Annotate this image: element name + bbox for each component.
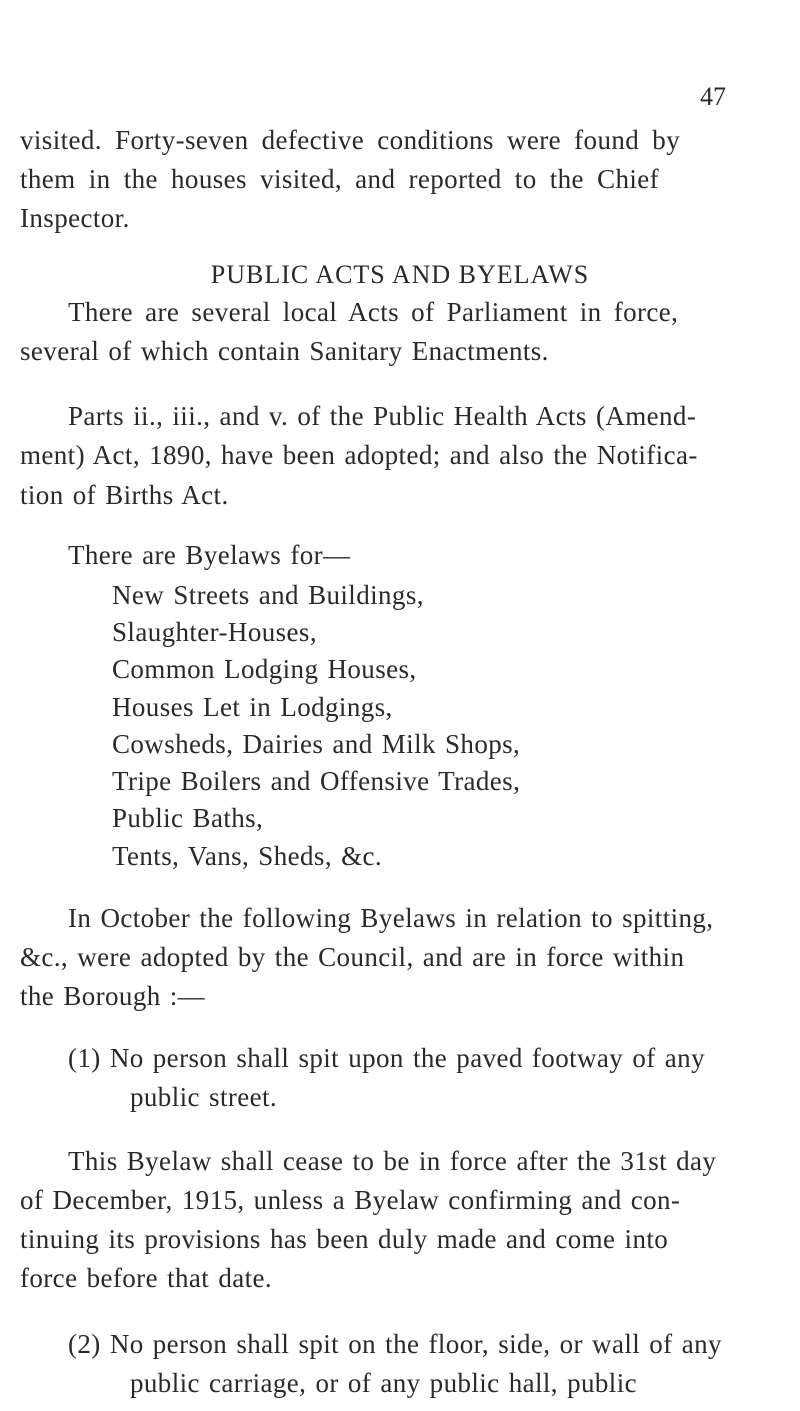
acts-line-1: There are several local Acts of Parliament in force, (68, 297, 679, 327)
clause-1-line-2: public street. (130, 1082, 278, 1112)
parts-line-1: Parts ii., iii., and v. of the Public Health Acts (Amend- (68, 401, 697, 431)
clause-1-line-1: (1) No person shall spit upon the paved footway of any (68, 1043, 705, 1073)
byelaw-item: Slaughter-Houses, (112, 617, 317, 647)
clause-2-line-2: public carriage, or of any public hall, public (130, 1368, 637, 1398)
cease-line-1: This Byelaw shall cease to be in force after the 31st day (68, 1146, 717, 1176)
byelaw-item: New Streets and Buildings, (112, 580, 424, 610)
parts-line-3: tion of Births Act. (20, 480, 229, 510)
intro-line-1: visited. Forty-seven defective conditions were found by (20, 125, 681, 155)
parts-line-2: ment) Act, 1890, have been adopted; and also the Notifica- (20, 440, 698, 470)
byelaw-item: Public Baths, (112, 803, 264, 833)
section-heading: PUBLIC ACTS AND BYELAWS (210, 260, 590, 289)
cease-line-4: force before that date. (20, 1263, 273, 1293)
intro-line-3: Inspector. (20, 203, 130, 233)
byelaw-item: Cowsheds, Dairies and Milk Shops, (112, 729, 521, 759)
clause-2-line-1: (2) No person shall spit on the floor, side, or wall of any (68, 1329, 722, 1359)
byelaw-item: Tents, Vans, Sheds, &c. (112, 841, 383, 871)
october-line-3: the Borough :— (20, 981, 206, 1011)
byelaw-item: Common Lodging Houses, (112, 654, 417, 684)
acts-line-2: several of which contain Sanitary Enactments. (20, 336, 549, 366)
byelaws-intro: There are Byelaws for— (68, 540, 351, 570)
october-line-2: &c., were adopted by the Council, and are in force within (20, 942, 685, 972)
page-number: 47 (700, 82, 726, 111)
cease-line-3: tinuing its provisions has been duly made and come into (20, 1224, 669, 1254)
cease-line-2: of December, 1915, unless a Byelaw confirming and con- (20, 1185, 681, 1215)
october-line-1: In October the following Byelaws in relation to spitting, (68, 903, 714, 933)
byelaw-item: Houses Let in Lodgings, (112, 692, 393, 722)
byelaw-item: Tripe Boilers and Offensive Trades, (112, 766, 521, 796)
intro-line-2: them in the houses visited, and reported to the Chief (20, 164, 660, 194)
